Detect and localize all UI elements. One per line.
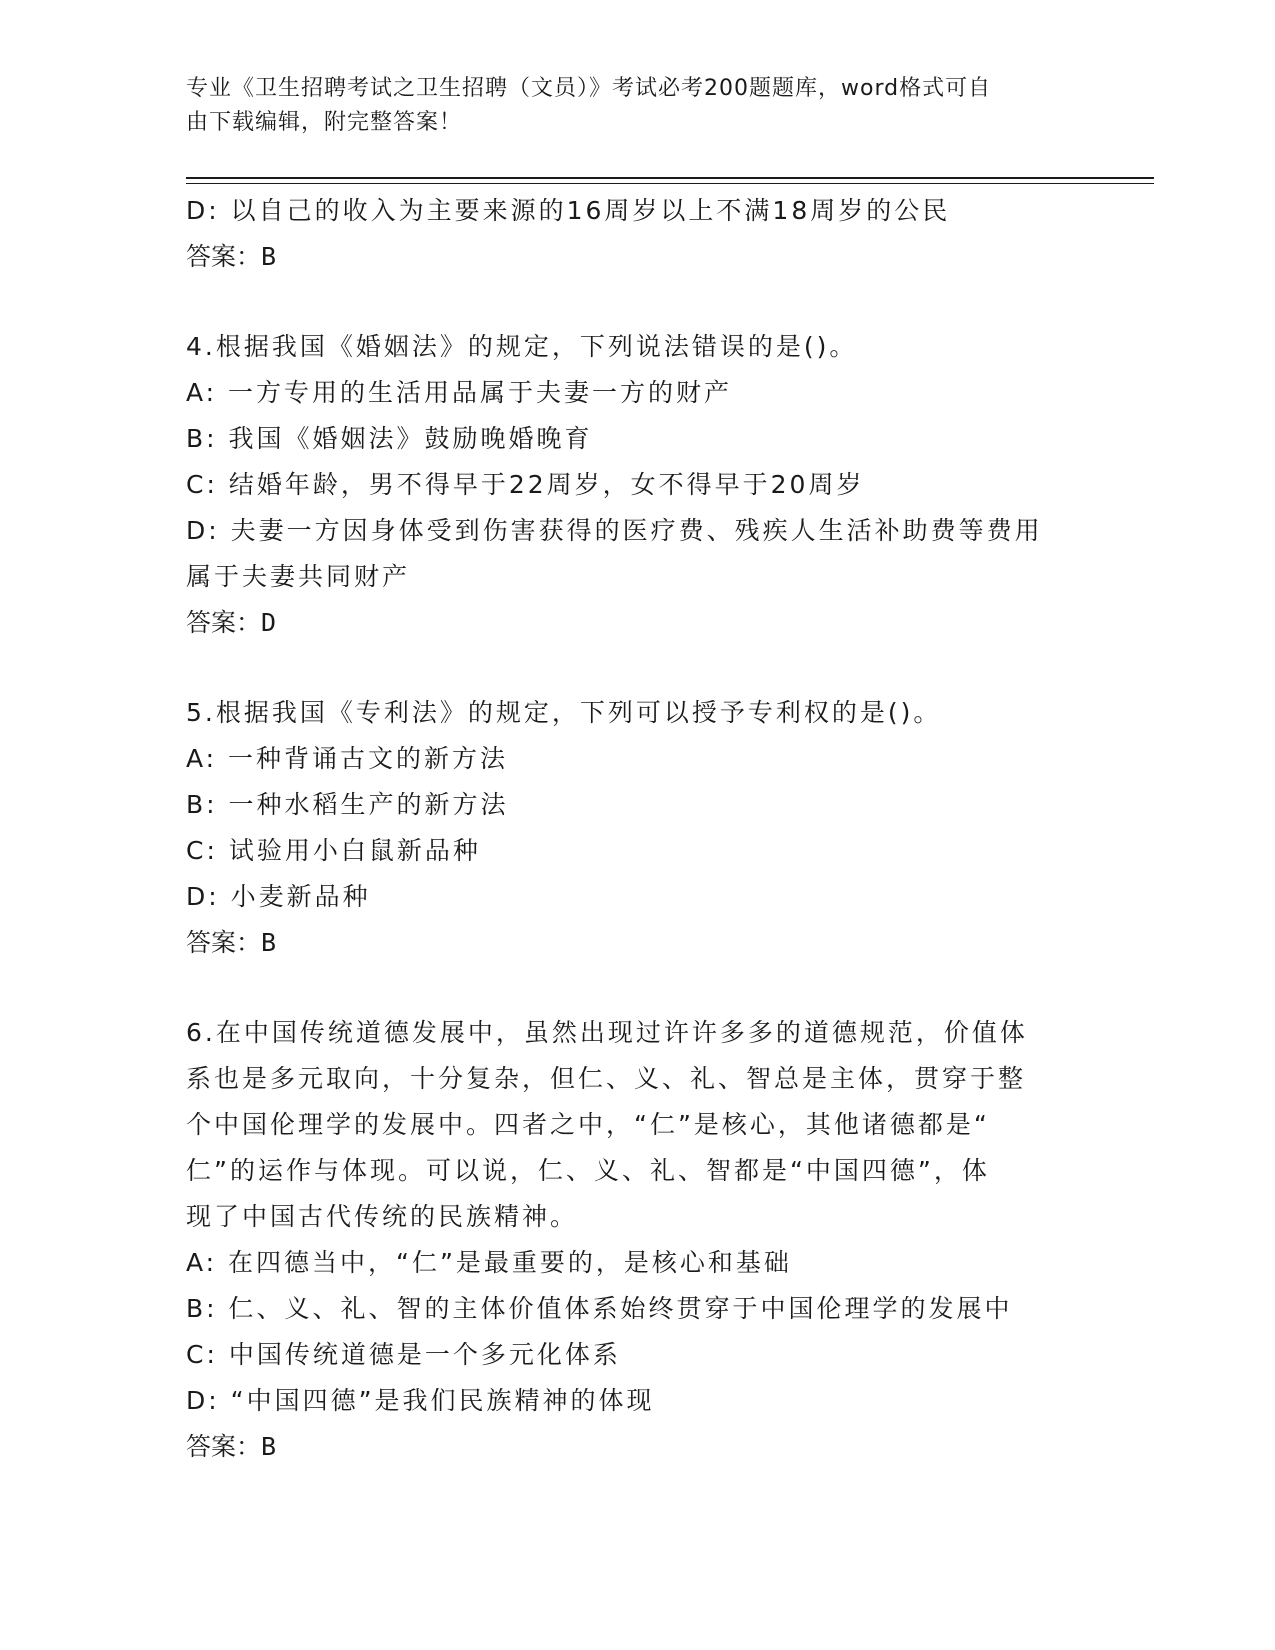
question-block — [186, 1010, 1086, 1470]
header-line: 专业《卫生招聘考试之卫生招聘（文员）》考试必考200题题库，word格式可自 — [186, 76, 992, 101]
answer-line: 答案：B — [186, 242, 277, 271]
answer-option: 属于夫妻共同财产 — [186, 562, 411, 591]
answer-option: C: 试验用小白鼠新品种 — [186, 836, 481, 865]
question-stem: 系也是多元取向，十分复杂，但仁、义、礼、智总是主体，贯穿于整 — [186, 1064, 1027, 1093]
answer-option: A: 一方专用的生活用品属于夫妻一方的财产 — [186, 378, 733, 407]
answer-option: D: “中国四德”是我们民族精神的体现 — [186, 1386, 655, 1415]
answer-option: D: 夫妻一方因身体受到伤害获得的医疗费、残疾人生活补助费等费用 — [186, 516, 1043, 545]
answer-line: 答案：B — [186, 928, 277, 957]
header-divider-thin — [186, 183, 1154, 184]
header-divider — [186, 177, 1154, 179]
question-list — [186, 324, 1086, 1470]
answer-option: B: 我国《婚姻法》鼓励晚婚晚育 — [186, 424, 593, 453]
answer-line: 答案：D — [186, 608, 277, 637]
question-stem: 个中国伦理学的发展中。四者之中，“仁”是核心，其他诸德都是“ — [186, 1110, 990, 1139]
question-stem: 5.根据我国《专利法》的规定，下列可以授予专利权的是()。 — [186, 698, 942, 727]
question-stem: 6.在中国传统道德发展中，虽然出现过许许多多的道德规范，价值体 — [186, 1018, 1028, 1047]
answer-option: A: 在四德当中，“仁”是最重要的，是核心和基础 — [186, 1248, 792, 1277]
question-stem: 仁”的运作与体现。可以说，仁、义、礼、智都是“中国四德”，体 — [186, 1156, 990, 1185]
question-block — [186, 324, 1086, 646]
document-body — [186, 188, 1086, 1470]
answer-line: 答案：B — [186, 1432, 277, 1461]
answer-option: D: 小麦新品种 — [186, 882, 371, 911]
question-stem: 现了中国古代传统的民族精神。 — [186, 1202, 579, 1231]
header-line: 由下载编辑，附完整答案！ — [186, 110, 463, 135]
question-block — [186, 690, 1086, 966]
answer-option: B: 一种水稻生产的新方法 — [186, 790, 509, 819]
answer-option: B: 仁、义、礼、智的主体价值体系始终贯穿于中国伦理学的发展中 — [186, 1294, 1013, 1323]
document-header — [186, 72, 1066, 140]
answer-option: C: 中国传统道德是一个多元化体系 — [186, 1340, 621, 1369]
answer-option: C: 结婚年龄，男不得早于22周岁，女不得早于20周岁 — [186, 470, 865, 499]
answer-option: A: 一种背诵古文的新方法 — [186, 744, 509, 773]
option-d: D: 以自己的收入为主要来源的16周岁以上不满18周岁的公民 — [186, 196, 951, 225]
question-stem: 4.根据我国《婚姻法》的规定，下列说法错误的是()。 — [186, 332, 858, 361]
